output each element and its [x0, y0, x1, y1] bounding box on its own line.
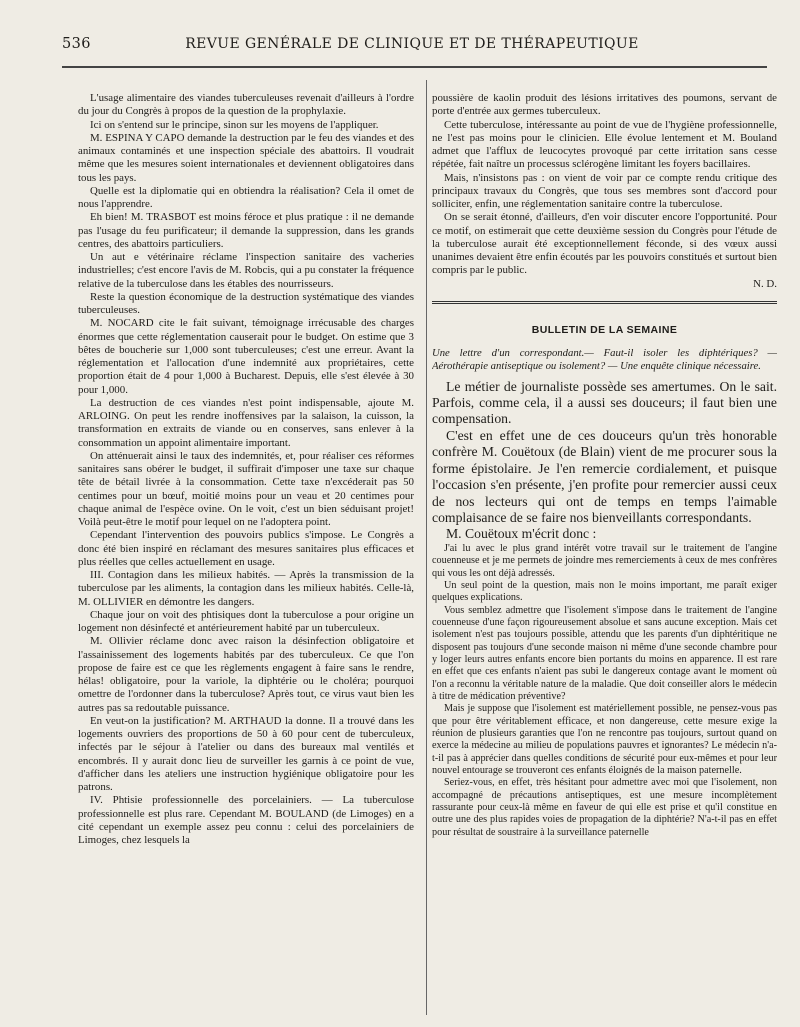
paragraph: La destruction de ces viandes n'est point indispensable, ajoute M. ARLOING. On peut les rendre inoffensives par la salaison, la cuisson, la transformation en extraits de viande ou en conserves, sans enlever à la consommation un appoint alimentaire important. — [78, 396, 414, 449]
letter-paragraph: Seriez-vous, en effet, très hésitant pour admettre avec moi que l'isolement, non accompagné de précautions antiseptiques, est une mesure incomplètement rassurante pour ceux-là même en faveur de qui elle est prise et qu'il constitue en outre une des plus rapides voies de propagation de la diphtérie? N'a-t-il pas en effet pour résultat de soustraire à la surveillance paternelle — [432, 777, 777, 838]
right-column — [432, 92, 777, 1022]
letter-paragraph: Mais je suppose que l'isolement est matériellement possible, ne pensez-vous pas que pour être véritablement efficace, et non dangereuse, cette mesure exige la réunion de plusieurs garanties que l'on ne rencontre pas toujours, surtout quand on exerce la médecine au milieu de populations pauvres et ignorantes? Le médecin n'a-t-il pas à apprécier dans quelles conditions de sécurité pour eux-mêmes et pour leur nouvel entourage se trouveront ces enfants éloignés de la maison paternelle. — [432, 703, 777, 777]
paragraph: Mais, n'insistons pas : on vient de voir par ce compte rendu critique des principaux travaux du Congrès, que tous ses membres sont d'accord pour solliciter, enfin, une réglementation sanitaire contre la tuberculose. — [432, 171, 777, 210]
paragraph: Cependant l'intervention des pouvoirs publics s'impose. Le Congrès a donc été bien inspiré en réclamant des mesures sanitaires plus efficaces et plus réelles que celles actuellement en usage. — [78, 529, 414, 568]
column-divider — [426, 80, 427, 1015]
header-rule — [62, 66, 767, 68]
signature — [432, 278, 777, 291]
paragraph: M. NOCARD cite le fait suivant, témoignage irrécusable des charges énormes que cette réglementation causerait pour le budget. On estime que 3 bêtes de boucherie sur 1,000 sont tuberculeuses; c'est une erreur. Avant la réglementation et l'allocation d'une indemnité aux propriétaires, cette proportion était de 4 pour 1,000 à Bucharest. Depuis, elle s'est élevée à 30 pour 1,000. — [78, 317, 414, 396]
running-header — [62, 34, 762, 56]
paragraph: Un aut e vétérinaire réclame l'inspection sanitaire des vacheries industrielles; c'est encore l'avis de M. Robcis, qui a pu constater la fréquence relative de la tuberculose dans les étables des nourrisseurs. — [78, 251, 414, 290]
signature-text: N. D. — [753, 277, 777, 290]
paragraph: M. ESPINA Y CAPO demande la destruction par le feu des viandes et des animaux contaminés et une inspection spéciale des abattoirs. Il voudrait même que les mesures soient internationales et deviennent obligatoires dans tous les pays. — [78, 131, 414, 184]
left-column — [78, 92, 414, 1022]
paragraph: Chaque jour on voit des phtisiques dont la tuberculose a pour origine un logement non désinfecté et antérieurement habité par un tuberculeux. — [78, 608, 414, 634]
section-heading-paragraph: III. Contagion dans les milieux habités. — Après la transmission de la tuberculose par les aliments, la contagion dans les milieux habités. Celle-là, M. OLLIVIER en démontre les dangers. — [78, 569, 414, 608]
page-number: 536 — [62, 36, 91, 52]
paragraph: poussière de kaolin produit des lésions irritatives des poumons, servant de porte d'entrée aux germes tuberculeux. — [432, 92, 777, 118]
bulletin-title: BULLETIN DE LA SEMAINE — [531, 323, 678, 336]
bulletin-body — [432, 379, 777, 543]
letter-paragraph: Un seul point de la question, mais non le moins important, me paraît exiger quelques explications. — [432, 579, 777, 604]
letter-paragraph: J'ai lu avec le plus grand intérêt votre travail sur le traitement de l'angine couenneuse et je me permets de joindre mes remerciements à ceux de mes confrères qui vous les ont déjà adressés. — [432, 542, 777, 579]
paragraph: Cette tuberculose, intéressante au point de vue de l'hygiène professionnelle, ne l'est pas moins pour le clinicien. Elle évolue lentement et M. Bouland admet que l'afflux de leucocytes provoqué par cette irritation sans cesse répétée, fait naître un processus sclérogène limitant les foyers bacillaires. — [432, 118, 777, 171]
paragraph: Eh bien! M. TRASBOT est moins féroce et plus pratique : il ne demande pas l'usage du feu purificateur; il demande la suppression, dans les grands centres, des abattoirs particuliers. — [78, 211, 414, 250]
bulletin-summary: Une lettre d'un correspondant.— Faut-il isoler les diphtériques? — Aérothérapie antiseptique ou isolement? — Une enquête clinique nécessaire. — [432, 346, 777, 372]
paragraph: Reste la question économique de la destruction systématique des viandes tuberculeuses. — [78, 290, 414, 316]
paragraph: Ici on s'entend sur le principe, sinon sur les moyens de l'appliquer. — [90, 118, 379, 131]
letter-paragraph: Vous semblez admettre que l'isolement s'impose dans le traitement de l'angine couenneuse d'une façon rigoureusement absolue et sans aucune exception. Mais cet isolement n'est pas toujours possible, attendu que les parents d'un diphtéritique ne disposent pas toujours d'une seconde maison ni même d'une seconde chambre pour y loger leurs autres enfants encore bien portants du moins en apparence. Il est rare en effet que ces enfants n'aient pas subi le dangereux contage avant le moment où l'on a reconnu la véritable nature de la maladie. Que doit conseiller alors le médecin à titre de médication préventive? — [432, 604, 777, 702]
paragraph: On atténuerait ainsi le taux des indemnités, et, pour réaliser ces réformes sanitaires sans obérer le budget, il suffirait d'imposer une taxe sur chaque tête de bétail livrée à la consommation. Cette taxe n'excéderait pas 50 centimes pour un bœuf, moitié moins pour un veau et 20 centimes pour chaque animal de l'espèce ovine. On le voit, c'est un bien séduisant projet! Voilà peut-être le motif pour lequel on ne l'adoptera point. — [78, 449, 414, 528]
paragraph: Quelle est la diplomatie qui en obtiendra la réalisation? Cela il omet de nous l'apprendre. — [78, 184, 414, 210]
section-heading-paragraph: IV. Phtisie professionnelle des porcelainiers. — La tuberculose professionnelle est plus rare. Cependant M. BOULAND (de Limoges) en a cité cependant un exemple assez peu connu : celui des porcelainiers de Limoges, chez lesquels la — [78, 794, 414, 846]
paragraph: Le métier de journaliste possède ses amertumes. On le sait. Parfois, comme cela, il a aussi ses douceurs; il faut bien une compensation. — [432, 378, 777, 427]
paragraph: C'est en effet une de ces douceurs qu'un très honorable confrère M. Couëtoux (de Blain) vient de me procurer sous la forme épistolaire. Je l'en remercie cordialement, et puisque l'occasion s'en présente, j'en profite pour remercier aussi ceux de nos lecteurs qui ont de temps en temps l'aimable complaisance de se faire nos bienveillants correspondants. — [432, 427, 777, 525]
paragraph: On se serait étonné, d'ailleurs, d'en voir discuter encore l'opportunité. Pour ce motif, on estimerait que cette deuxième session du Congrès pour l'étude de la tuberculose aurait été exceptionnellement féconde, si des vœux aussi unanimes devaient être enfin écoutés par les pouvoirs constitués et surtout bien compris par le public. — [432, 211, 777, 277]
section-rule — [432, 301, 777, 304]
letter-quote — [432, 543, 777, 839]
paragraph: M. Ollivier réclame donc avec raison la désinfection obligatoire et l'assainissement des logements habités par des tuberculeux. Ce que l'on propose de faire est ce que les règlements engagent à faire sans le rendre, hélas! obligatoire, pour la variole, la diphtérie ou le choléra; pourquoi omettre de l'ordonner dans la tuberculose? Après tout, ce virus vaut bien les autres pas sa redoutable puissance. — [78, 635, 414, 714]
paragraph: En veut-on la justification? M. ARTHAUD la donne. Il a trouvé dans les logements ouvriers des proportions de 50 à 60 pour cent de tuberculeux, infectés par le séjour à l'atelier ou dans des bureaux mal ventilés et encombrés. Il y aurait donc lieu de surveiller les garnis à ce point de vue, d'afficher dans les ateliers une instruction hygiénique obligatoire pour les patrons. — [78, 714, 414, 793]
journal-title: REVUE GENÉRALE DE CLINIQUE ET DE THÉRAPEUTIQUE — [185, 36, 639, 52]
paragraph: M. Couëtoux m'écrit donc : — [446, 526, 597, 542]
paragraph: L'usage alimentaire des viandes tuberculeuses revenait d'ailleurs à l'ordre du jour du Congrès à propos de la question de la prophylaxie. — [78, 92, 414, 118]
